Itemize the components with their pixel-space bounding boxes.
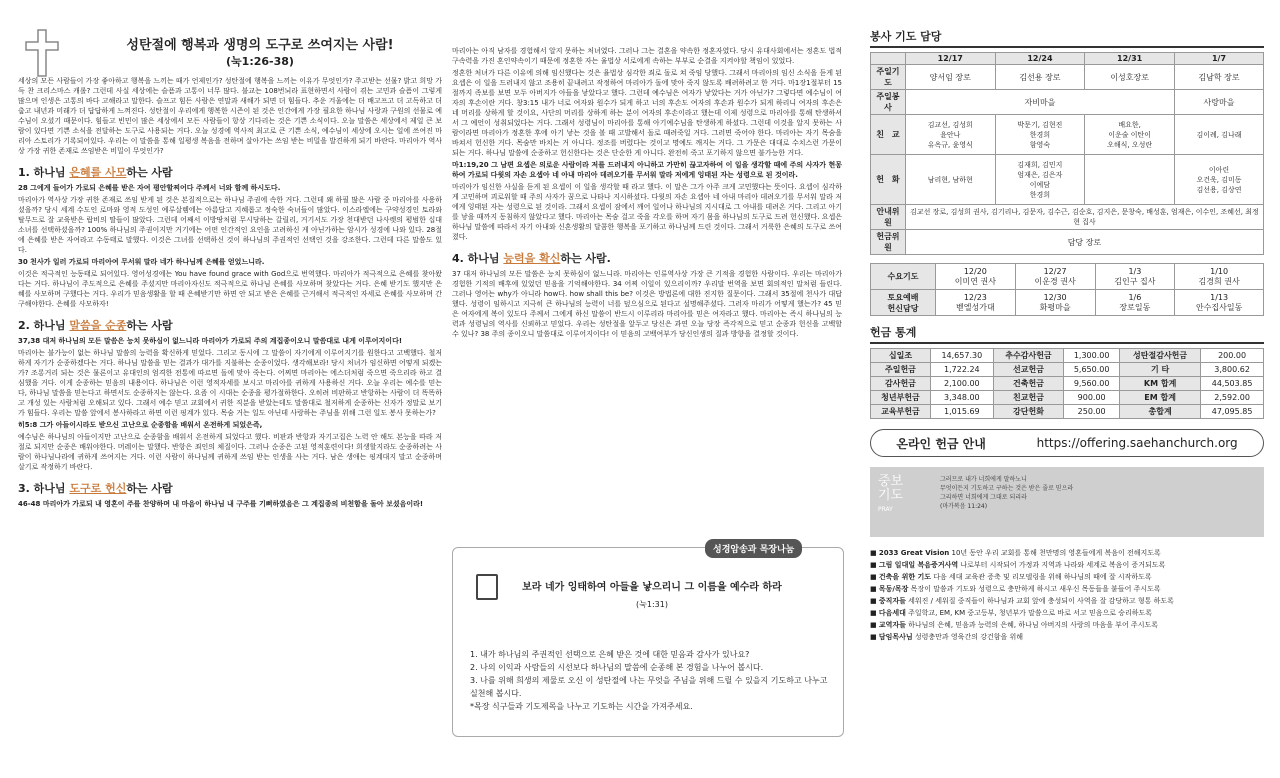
section-1-body2: 이것은 적극적인 능동태로 되어있다. 영어성경에는 You have found grace with God으로 번역했다. 마리아가 적극적으로 은혜를 찾아왔다는 거다. 하나님이 주도적으로 은혜를 주셨지만 마리아자신도 적극적으로 하나님 은혜를 사모하며 찾았다는 거다. 은혜 받기도 했지만 은혜를 사모하며 구했다는 거다. 우리가 믿음생활을 할 때 은혜받기만 하면 안 되고 받은 은혜를 근거해서 적극적인 자세로 은혜를 사모하며 간구해야한다. 은혜를 사모하자!	[18, 270, 442, 308]
discussion-questions	[470, 648, 830, 713]
prayer-list	[870, 547, 1264, 643]
section-4-heading: 4. 하나님 능력을 확신하는 사람.	[452, 252, 611, 265]
section-2-heading: 2. 하나님 말씀을 순종하는 사람	[18, 319, 173, 332]
middle-para-2: 정혼한 처녀가 다른 이유에 의해 임신했다는 것은 율법상 심각한 죄로 돌로 쳐 죽임 당했다. 그래서 마리아의 임신 소식을 듣게 된 요셉은 이 일을 드러내지 않고 조용히 끝내려고 작정하여 마리아가 돌에 맞아 죽지 않도록 배려하려고 한 거다. 마1장1절부터 15절까지 족보를 보면 모두 아버지가 아들을 낳았다고 했다. 그런데 예수님은 여자가 낳았다는 거가 아닌가? 그렇다면 예수님이 여자의 후손이란 거다. 창3:15 내가 너로 여자와 원수가 되게 하고 너의 후손도 여자의 후손과 원수가 되게 하리니 여자의 후손은 네 머리를 상하게 할 것이요, 사단의 머리를 상하게 하는 분이 여자의 후손이라고 했는데 이제 성령으로 마리아를 통해 탄생하셔서 그 예언이 성취되었다는 거다. 그래서 성령님이 마리아를 통해 아기예수님을 탄생하게 하셨다. 그런데 이것을 알지 못하는 사람이라면 마리아가 정혼한 후에 아기 낳는 것을 볼 때 고발해서 돌로 때려죽일 거다. 그러면 죽어야 한다. 마리아는 자기 목숨을 바쳐서 헌신한 거다. 목숨만 바치는 거 아니다. 정조를 버렸다는 것이고 명예도 깨지는 거다. 그 가문은 대대로 수치스런 가문이 되는 거다. 하나님 말씀에 순종하고 헌신한다는 것은 단순한 게 아니다. 완전히 죽고 포기하지 않으면 불가능한 거다.	[452, 69, 842, 157]
sermon-ref: (눅1:26-38)	[226, 55, 294, 68]
sermon-column-left	[18, 28, 442, 773]
online-offering-label: 온라인 헌금 안내	[896, 436, 986, 451]
question-2: 2. 나의 이익과 사람들의 시선보다 하나님의 말씀에 순종해 본 경험을 나누어 봅시다.	[470, 663, 764, 672]
online-offering-url[interactable]: https://offering.saehanchurch.org	[1036, 436, 1238, 450]
offering-title: 헌금 통계	[870, 324, 1264, 344]
list-item: ■ 중직자들 세워진 / 세워질 중직들이 하나님과 교회 앞에 충성되이 사역을 잘 감당하고 형통 하도록	[870, 597, 1174, 605]
service-table: 12/17 12/24 12/31 1/7 주일기도 양서임 장로 김선용 장로 이성호장로 김남학 장로 주일봉사 자비마을 사랑마을 친 교 김교선, 김성희 윤안나 유옥규, 윤영식 박문기, 김현진 한경희 함영숙 배요한, 이운술 이탄이 오해식, 오성란 김이례, 김나래 헌 화 남리현, 남하현 김재희, 김민지 엄재은, 김은자 이예담 한경희 이아린 오건욱, 김미동 김선용, 김상연 안내위원 김교선 장로, 김성희 권사, 김기리나, 김문자, 김수근, 김순호, 김지은, 문창숙, 배성훈, 엄재은, 이수인, 조혜선, 최정현 집사 헌금위원 담당 장로	[870, 52, 1264, 255]
service-title: 봉사 기도 담당	[870, 28, 1264, 48]
offering-table: 십일조 14,657.30 추수감사헌금 1,300.00 성탄절감사헌금 200.00 주일헌금 1,722.24 선교헌금 5,650.00 기 타 3,800.62 감사헌금 2,100.00 건축헌금 9,560.00 KM 합계 44,503.85 청년부헌금 3,348.00 친교헌금 900.00 EM 합계 2,592.00 교육부헌금 1,015.69 강단헌화 250.00 총합계 47,095.85	[870, 348, 1264, 419]
online-offering-banner	[870, 429, 1264, 457]
section-2-body: 마리아는 불가능이 없는 하나님 말씀의 능력을 확신하게 믿었다. 그리고 동시에 그 말씀이 자기에게 이루어지기를 원한다고 고백했다. 철저하게 자기가 순종하겠다는 거다. 하나님 말씀을 믿는 결과가 대가를 지불하는 순종이었다. 생각해보라! 당시 처녀가 임신하면 어떻게 되겠는가? 조롱거리 되는 것은 물론이고 유대인의 엄격한 전통에 따르면 돌에 맞아 죽는다. 어찌면 마리아는 에스더처럼 죽으면 죽으리라 하고 결심했을 거다. 이게 순종하는 믿음의 내용이다. 하나님은 이런 영적자세를 보시고 마리아를 귀하게 사용하신 거다. 오늘 우리는 예수를 믿는다, 하나님 말씀을 믿는다고 하면서도 순종하지는 않는다. 요즘 이 시대는 순종을 평가절하한다. 오히려 비판하고 반항하는 사람이 더 똑똑하고 개성 있는 사람처럼 오해되고 있다. 그래서 예수 믿고 교회에서 귀한 직분을 받았는데도 말씀대로 철저하게 순종하는 신자가 정말로 보기가 힘들다. 우리는 말씀 앞에서 봉사하라고 하면 이런 핑계가 있다. 목숨 거는 일도 아닌데 사랑하는 주님을 위해 그런 일도 봉사 못하는가?	[18, 349, 442, 417]
section-2-verse2: 히5:8 그가 아들이시라도 받으신 고난으로 순종함을 배워서 온전하게 되었은즉,	[18, 421, 263, 429]
list-item: ■ 다음세대 주일학교, EM, KM 중고등부, 청년부가 말씀으로 바로 서고 믿음으로 승리하도록	[870, 609, 1153, 617]
list-item: ■ 담임목사님 성령충만과 영육간의 강건함을 위해	[870, 633, 1023, 641]
intercession-verse: 그러므로 내가 너희에게 말하노니 무엇이든지 기도하고 구하는 것은 받은 줄로 믿으라 그리하면 너희에게 그대로 되리라 (마가복음 11:24)	[940, 476, 1074, 510]
info-column-right	[870, 28, 1264, 773]
list-item: ■ 교역자들 하나님의 은혜, 믿음과 능력의 은혜, 하나님 아버지의 사랑의 마음을 부어 주시도록	[870, 621, 1158, 629]
question-note: *목장 식구들과 기도제목을 나누고 기도하는 시간을 가져주세요.	[470, 702, 693, 711]
middle-para-3: 마1:19,20 그 남편 요셉은 의로운 사람이라 저를 드러내지 아니하고 가만히 끊고자하여 이 일을 생각할 때에 주의 사자가 현몽하여 가로되 다윗의 자손 요셉아 네 아내 마리아 데려오기를 무서워 말라 저에게 잉태된 자는 성령으로 된 것이라.	[452, 161, 842, 179]
section-2-verse: 37,38 대저 하나님의 모든 말씀은 능치 못하심이 없느니라 마리아가 가로되 주의 계집종이오니 말씀대로 내게 이루어지이다!	[18, 337, 403, 345]
section-1-verse2: 30 천사가 일러 가로되 마리아여 무서워 말라 네가 하나님께 은혜를 얻었느니라.	[18, 258, 265, 266]
memory-verse-tag: 성경암송과 목장나눔	[705, 539, 802, 558]
list-item: ■ 목동/목장 목장이 말씀과 기도와 성령으로 충만하게 하시고 새우신 목동들을 붙들어 주시도록	[870, 585, 1161, 593]
weekday-table: 수요기도 12/20 이미연 권사 12/27 이운경 권사 1/3 김인구 집사 1/10 김경희 권사 토요예배 헌신담당 12/23 벧엘성가대 12/30 화평마을 1/6 장로일동 1/13 안수집사일동	[870, 263, 1264, 316]
intercession-tag: 중보 기도 PRAY	[878, 474, 904, 513]
memory-verse: 보라 네가 잉태하여 아들을 낳으리니 그 이름을 예수라 하라	[522, 582, 782, 593]
sermon-intro: 세상의 모든 사람들이 가장 좋아하고 행복을 느끼는 때가 언제인가? 성탄절에 행복을 느끼는 이유가 무엇인가? 주고받는 선물? 밝고 희망 가득 찬 크리스마스 캐롤? 그런데 사실 세상에는 슬픔과 고통이 너무 많다. 불교는 108번뇌라 표현하면서 사람이 겪는 고민과 슬픔이 그렇게 많으며 인생은 고통의 바다 고해라고 말한다. 슬프고 힘든 사람은 연말과 새해가 되면 더 힘들다. 추운 겨울에는 더 배고프고 더 고독하고 더 춥고 내년과 미래가 더 답답하게 느껴진다. 성탄절이 우리에게 행복한 시즌이 된 것은 인간에게 가장 필요한 하나님 사랑과 구원의 선물로 예수님이 오셨기 때문이다. 힘들고 빈민이 많은 세상에서 모든 사람들이 항상 기다리는 것은 기쁜 소식이다. 오늘 말씀은 세상에서 제일 큰 보람이 있다면 기쁜 소식을 전달하는 도구로 사용되는 거다. 오늘 성경에 역사적 최고로 큰 기쁜 소식, 예수님이 세상에 오시는 일에 쓰여진 마리아 스토리가 기록되어있다. 우리는 이 말씀을 통해 일평생 복음을 전하며 살아가는 쓰임 받는 비밀을 발견하게 되기 바란다. 마리아가 역사상 가장 귀한 존재로 쓰임받은 비밀이 무엇인가?	[18, 77, 442, 155]
middle-para-1: 마리아는 아직 남자를 경험해서 알지 못하는 처녀였다. 그러나 그는 결혼을 약속한 정혼자였다. 당시 유대사회에서는 정혼도 법적 구속력을 가진 혼인약속이기 때문에 정혼한 자는 율법상 서로에게 속하는 부부로 순결을 지켜야할 책임이 있었다.	[452, 47, 842, 65]
memory-verse-ref: (눅1:31)	[636, 600, 668, 609]
section-3-heading: 3. 하나님 도구로 헌신하는 사람	[18, 482, 173, 495]
middle-para-5: 37 대저 하나님의 모든 말씀은 능치 못하심이 없느니라. 마리아는 인류역사상 가장 큰 기적을 경험한 사람이다. 우리는 마리아가 경험한 기적의 배후에 있었던 믿음을 기억해야한다. 34 어찌 이일이 있으리이까? 우리말 번역을 보면 회의적인 말처럼 들린다. 그러나 영어는 why가 아니라 how다. how shall this be? 이것은 방법론에 대한 진지한 질문이다. 그래서 35절에 천사가 대답했다. 성령이 임하시고 지극히 큰 하나님의 능력이 너를 덮으심으로 된다고 설명해주셨다. 그러자 마리가 어떻게 했는가? 45 믿은 여자에게 복이 있도다 주께서 그에게 하신 말씀이 반드시 이루리라 마리아를 믿은 여자라고 했다. 마리아는 즉시 하나님의 능력과 성령님의 역사를 신뢰하고 믿었다. 우리는 성탄절을 앞두고 당신은 과연 오늘 당장 즉각적으로 믿고 순종과 헌신을 고백할 수 있나? 38 주의 종이오니 말씀대로 이루어지이다! 이 믿음의 고백여부가 당신인생의 질과 방향을 결정할 것이다.	[452, 270, 842, 338]
middle-para-4: 마리아가 임신한 사실을 듣게 된 요셉이 이 일을 생각할 때 라고 했다. 이 말은 그가 아주 크게 고민했다는 뜻이다. 요셉이 심각하게 고민하며 괴로워할 때 주의 사자가 꿈으로 나타나 지시하셨다. 다윗의 자손 요셉아 네 아내 마리아 데려오기를 무서워 말라 저에게 잉태된 자는 성령으로 된 것이라. 그래서 요셉이 잠에서 깨어 일어나 하나님의 지시대로 그 아내를 데려온 거다. 그리고 아기를 낳을 때까지 동침하지 않았다고 했다. 마리아는 목숨 걸고 죽을 각오를 하며 자기 몸을 하나님의 도구로 드려 헌신했다. 요셉은 하나님 말씀에 따라서 자기 아내와 신혼생활의 달콤한 행복을 포기하고 하나님께 드린 것이다. 그래서 거룩한 은혜의 도구로 쓰여졌다.	[452, 183, 842, 241]
question-1: 1. 내가 하나님의 주권적인 선택으로 은혜 받은 것에 대한 믿음과 감사가 있나요?	[470, 650, 750, 659]
section-3-verse: 46-48 마리아가 가로되 내 영혼이 주를 찬양하며 내 마음이 하나님 내 구주를 기뻐하였음은 그 계집종의 비천함을 돌아 보셨음이라!	[18, 500, 424, 508]
list-item: ■ 그림 일대일 복음증거사역 나로부터 시작되어 가정과 지역과 나라와 세계로 복음이 증거되도록	[870, 561, 1166, 569]
sermon-title: 성탄절에 행복과 생명의 도구로 쓰여지는 사람!	[126, 38, 394, 53]
section-1-verse: 28 그에게 들어가 가로되 은혜를 받은 자여 평안할찌어다 주께서 너와 함께 하시도다.	[18, 184, 281, 192]
intercession-banner	[870, 467, 1264, 537]
question-3: 3. 나를 위해 희생의 제물로 오신 이 성탄절에 나는 무엇을 주님을 위해 드릴 수 있을지 기도하고 나누고 실천해 봅시다.	[470, 676, 828, 698]
section-1-heading: 1. 하나님 은혜를 사모하는 사람	[18, 166, 173, 179]
list-item: ■ 2033 Great Vision 10년 동안 우리 교회를 통해 천만명의 영혼들에게 복음이 전해지도록	[870, 549, 1161, 557]
list-item: ■ 건축을 위한 기도 다음 세대 교육관 증축 및 리모델링을 위해 하나님의 때에 잘 시작하도록	[870, 573, 1152, 581]
section-2-body2: 예수님은 하나님의 아들이지만 고난으로 순종함을 배워서 온전하게 되었다고 했다. 비판과 반항과 자기고집은 노력 안 해도 본능을 따라 저절로 되지만 순종은 배워야한다. 머레이는 말했다. 반항은 죄인의 체질이다. 그러나 순종은 고된 영적훈련이다! 희생할지라도 순종하려는 사람이 하나님나라에 귀하게 쓰여지는 거다. 이런 사람이 하나님께 귀하게 쓰임 받는 인생을 사는 거다. 남은 생애는 핑계대지 말고 순종하며 살기로 작정하기 바란다.	[18, 433, 442, 471]
section-1-body: 마리아가 역사상 가장 귀한 존재로 쓰임 받게 된 것은 본질적으로는 하나님 주권에 속한 거다. 그런데 왜 하필 많은 사람 중 마리아를 사용하셨을까? 당시 세계 수도인 로마와 영적 도성인 예루살렘에는 아름답고 지혜롭고 정숙한 숙녀들이 많았다. 이스라엘에는 구약성경인 토라와 탈무드로 잘 교육받은 랍비의 딸들이 많았다. 그런데 어째서 이방땅처럼 무시당하는 갈릴리, 거기서도 가장 천대받던 나사렛의 평범한 십대소녀를 선택하셨을까? 100% 하나님의 주권이지만 거기에는 어떤 인간적인 요인을 고려하신 게 아닌가하는 암시가 성경에 나와 있다. 28절에 은혜를 받은 자여라고 수동태로 말했다. 이것은 그녀를 선택하신 것이 하나님의 주권적인 선택인 것을 강조한다. 그런데 다른 말씀도 있다.	[18, 196, 442, 254]
